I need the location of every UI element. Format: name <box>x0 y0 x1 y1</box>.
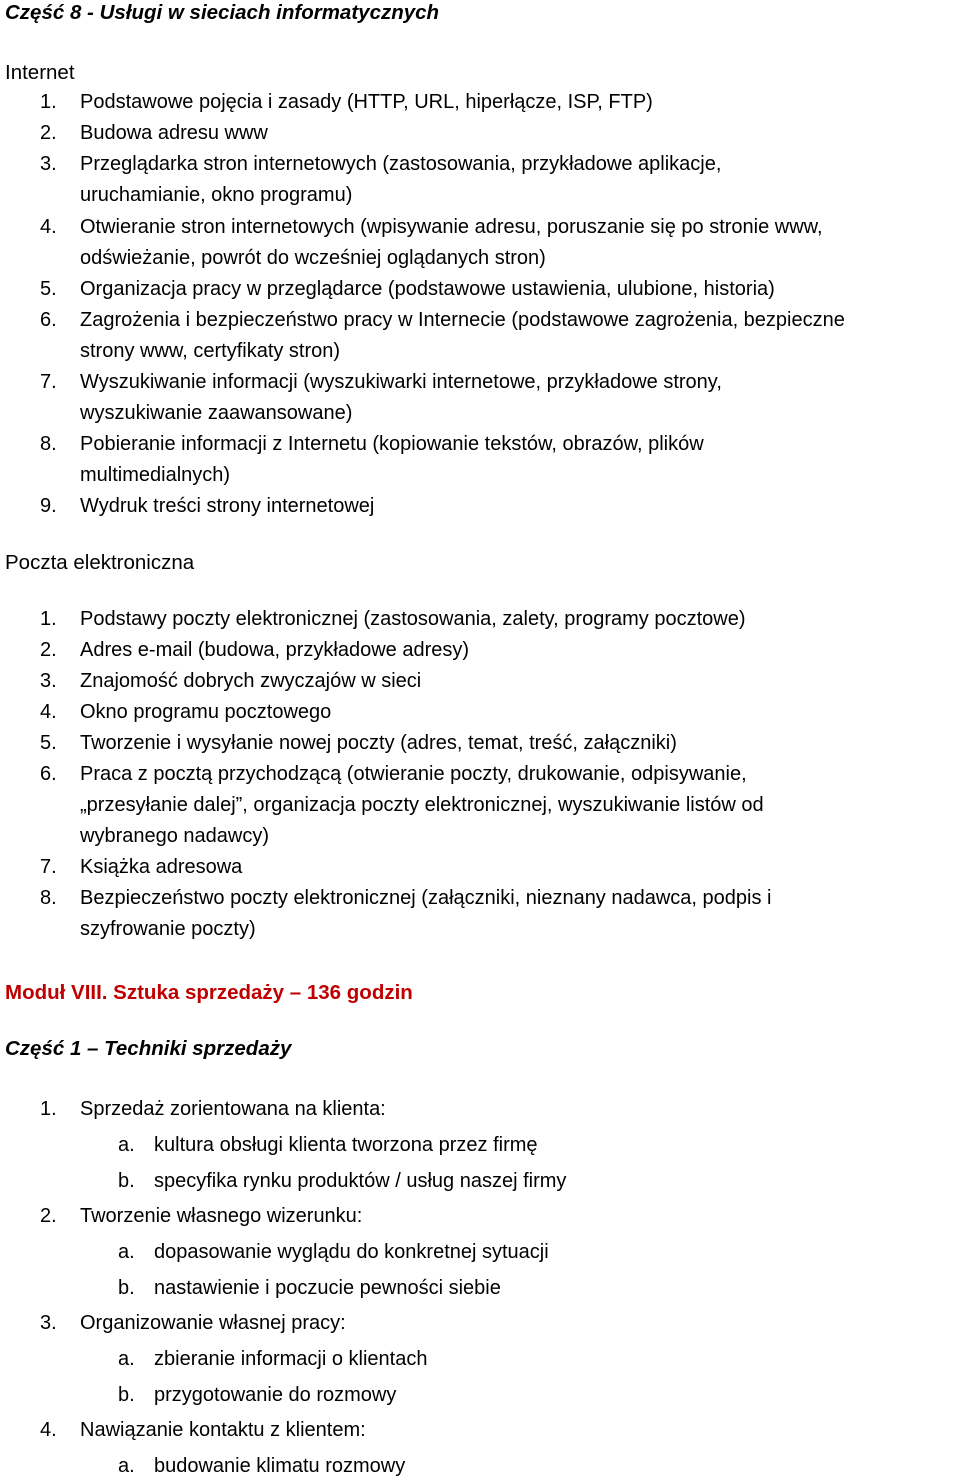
list-item <box>0 759 960 790</box>
item-number: 7. <box>40 371 57 393</box>
item-text: Praca z pocztą przychodzącą (otwieranie poczty, drukowanie, odpisywanie, <box>80 763 747 785</box>
list-item <box>0 852 960 883</box>
item-text: Wydruk treści strony internetowej <box>80 495 375 517</box>
item-text: Tworzenie własnego wizerunku: <box>80 1205 363 1227</box>
item-number: 8. <box>40 433 57 455</box>
list-item <box>0 1094 960 1125</box>
sub-item-letter: a. <box>118 1348 135 1370</box>
item-text-continuation: wybranego nadawcy) <box>80 825 269 847</box>
item-text: Sprzedaż zorientowana na klienta: <box>80 1098 386 1120</box>
item-number: 2. <box>40 122 57 144</box>
sub-item-letter: b. <box>118 1170 135 1192</box>
item-text: Książka adresowa <box>80 856 243 878</box>
list-item <box>0 1415 960 1446</box>
list-item <box>0 429 960 460</box>
section-title: Część 8 - Usługi w sieciach informatycznych <box>5 1 440 24</box>
item-text: Otwieranie stron internetowych (wpisywanie adresu, poruszanie się po stronie www, <box>80 216 823 238</box>
item-number: 4. <box>40 1419 57 1441</box>
list-item <box>0 1201 960 1232</box>
list-item <box>0 491 960 522</box>
item-text: Organizacja pracy w przeglądarce (podstawowe ustawienia, ulubione, historia) <box>80 278 775 300</box>
sub-list-item <box>0 1380 960 1411</box>
sub-list-item <box>0 1237 960 1268</box>
item-text-continuation: odświeżanie, powrót do wcześniej oglądanych stron) <box>80 247 546 269</box>
sub-item-text: budowanie klimatu rozmowy <box>154 1455 406 1477</box>
item-text-continuation: multimedialnych) <box>80 464 231 486</box>
sub-item-text: dopasowanie wyglądu do konkretnej sytuacji <box>154 1241 549 1263</box>
item-number: 1. <box>40 91 57 113</box>
sub-list-item <box>0 1451 960 1482</box>
sub-item-text: kultura obsługi klienta tworzona przez firmę <box>154 1134 538 1156</box>
item-number: 6. <box>40 309 57 331</box>
item-number: 4. <box>40 701 57 723</box>
list-item <box>0 118 960 149</box>
list-item <box>0 635 960 666</box>
sub-item-letter: a. <box>118 1241 135 1263</box>
item-number: 2. <box>40 639 57 661</box>
item-text: Podstawowe pojęcia i zasady (HTTP, URL, hiperłącze, ISP, FTP) <box>80 91 653 113</box>
list-item <box>0 212 960 243</box>
item-text: Wyszukiwanie informacji (wyszukiwarki internetowe, przykładowe strony, <box>80 371 722 393</box>
item-number: 7. <box>40 856 57 878</box>
item-number: 9. <box>40 495 57 517</box>
sub-list-item <box>0 1166 960 1197</box>
list-item <box>0 87 960 118</box>
item-text: Znajomość dobrych zwyczajów w sieci <box>80 670 422 692</box>
item-text: Zagrożenia i bezpieczeństwo pracy w Internecie (podstawowe zagrożenia, bezpieczne <box>80 309 845 331</box>
sub-list-item <box>0 1344 960 1375</box>
list-item <box>0 666 960 697</box>
sub-item-text: zbieranie informacji o klientach <box>154 1348 428 1370</box>
item-text: Nawiązanie kontaktu z klientem: <box>80 1419 366 1441</box>
list-item <box>0 149 960 180</box>
item-text: Adres e-mail (budowa, przykładowe adresy) <box>80 639 470 661</box>
item-text: Pobieranie informacji z Internetu (kopiowanie tekstów, obrazów, plików <box>80 433 704 455</box>
item-text: Okno programu pocztowego <box>80 701 332 723</box>
sub-item-text: specyfika rynku produktów / usług naszej firmy <box>154 1170 567 1192</box>
part-title: Część 1 – Techniki sprzedaży <box>5 1037 292 1060</box>
item-number: 3. <box>40 153 57 175</box>
list-item <box>0 604 960 635</box>
list-item <box>0 274 960 305</box>
item-number: 1. <box>40 608 57 630</box>
item-text-continuation: wyszukiwanie zaawansowane) <box>80 402 353 424</box>
sub-item-letter: b. <box>118 1277 135 1299</box>
item-number: 5. <box>40 278 57 300</box>
item-text: Budowa adresu www <box>80 122 268 144</box>
sub-item-text: przygotowanie do rozmowy <box>154 1384 397 1406</box>
list-item <box>0 367 960 398</box>
item-number: 1. <box>40 1098 57 1120</box>
module-title: Moduł VIII. Sztuka sprzedaży – 136 godzin <box>5 981 413 1004</box>
list-item <box>0 305 960 336</box>
internet-heading: Internet <box>5 61 75 84</box>
item-text: Podstawy poczty elektronicznej (zastosowania, zalety, programy pocztowe) <box>80 608 746 630</box>
item-text-continuation: „przesyłanie dalej”, organizacja poczty elektronicznej, wyszukiwanie listów od <box>80 794 764 816</box>
list-item <box>0 697 960 728</box>
sub-item-letter: b. <box>118 1384 135 1406</box>
list-item <box>0 1308 960 1339</box>
item-text: Tworzenie i wysyłanie nowej poczty (adres, temat, treść, załączniki) <box>80 732 677 754</box>
list-item <box>0 883 960 914</box>
item-number: 3. <box>40 1312 57 1334</box>
item-text: Organizowanie własnej pracy: <box>80 1312 346 1334</box>
item-number: 6. <box>40 763 57 785</box>
sub-item-text: nastawienie i poczucie pewności siebie <box>154 1277 501 1299</box>
item-text: Przeglądarka stron internetowych (zastosowania, przykładowe aplikacje, <box>80 153 722 175</box>
item-text-continuation: uruchamianie, okno programu) <box>80 184 353 206</box>
sub-list-item <box>0 1130 960 1161</box>
item-number: 5. <box>40 732 57 754</box>
list-item <box>0 728 960 759</box>
item-number: 4. <box>40 216 57 238</box>
item-text-continuation: szyfrowanie poczty) <box>80 918 256 940</box>
item-number: 8. <box>40 887 57 909</box>
sub-list-item <box>0 1273 960 1304</box>
item-text-continuation: strony www, certyfikaty stron) <box>80 340 341 362</box>
sub-item-letter: a. <box>118 1455 135 1477</box>
item-text: Bezpieczeństwo poczty elektronicznej (załączniki, nieznany nadawca, podpis i <box>80 887 772 909</box>
sub-item-letter: a. <box>118 1134 135 1156</box>
item-number: 2. <box>40 1205 57 1227</box>
item-number: 3. <box>40 670 57 692</box>
email-heading: Poczta elektroniczna <box>5 551 195 574</box>
